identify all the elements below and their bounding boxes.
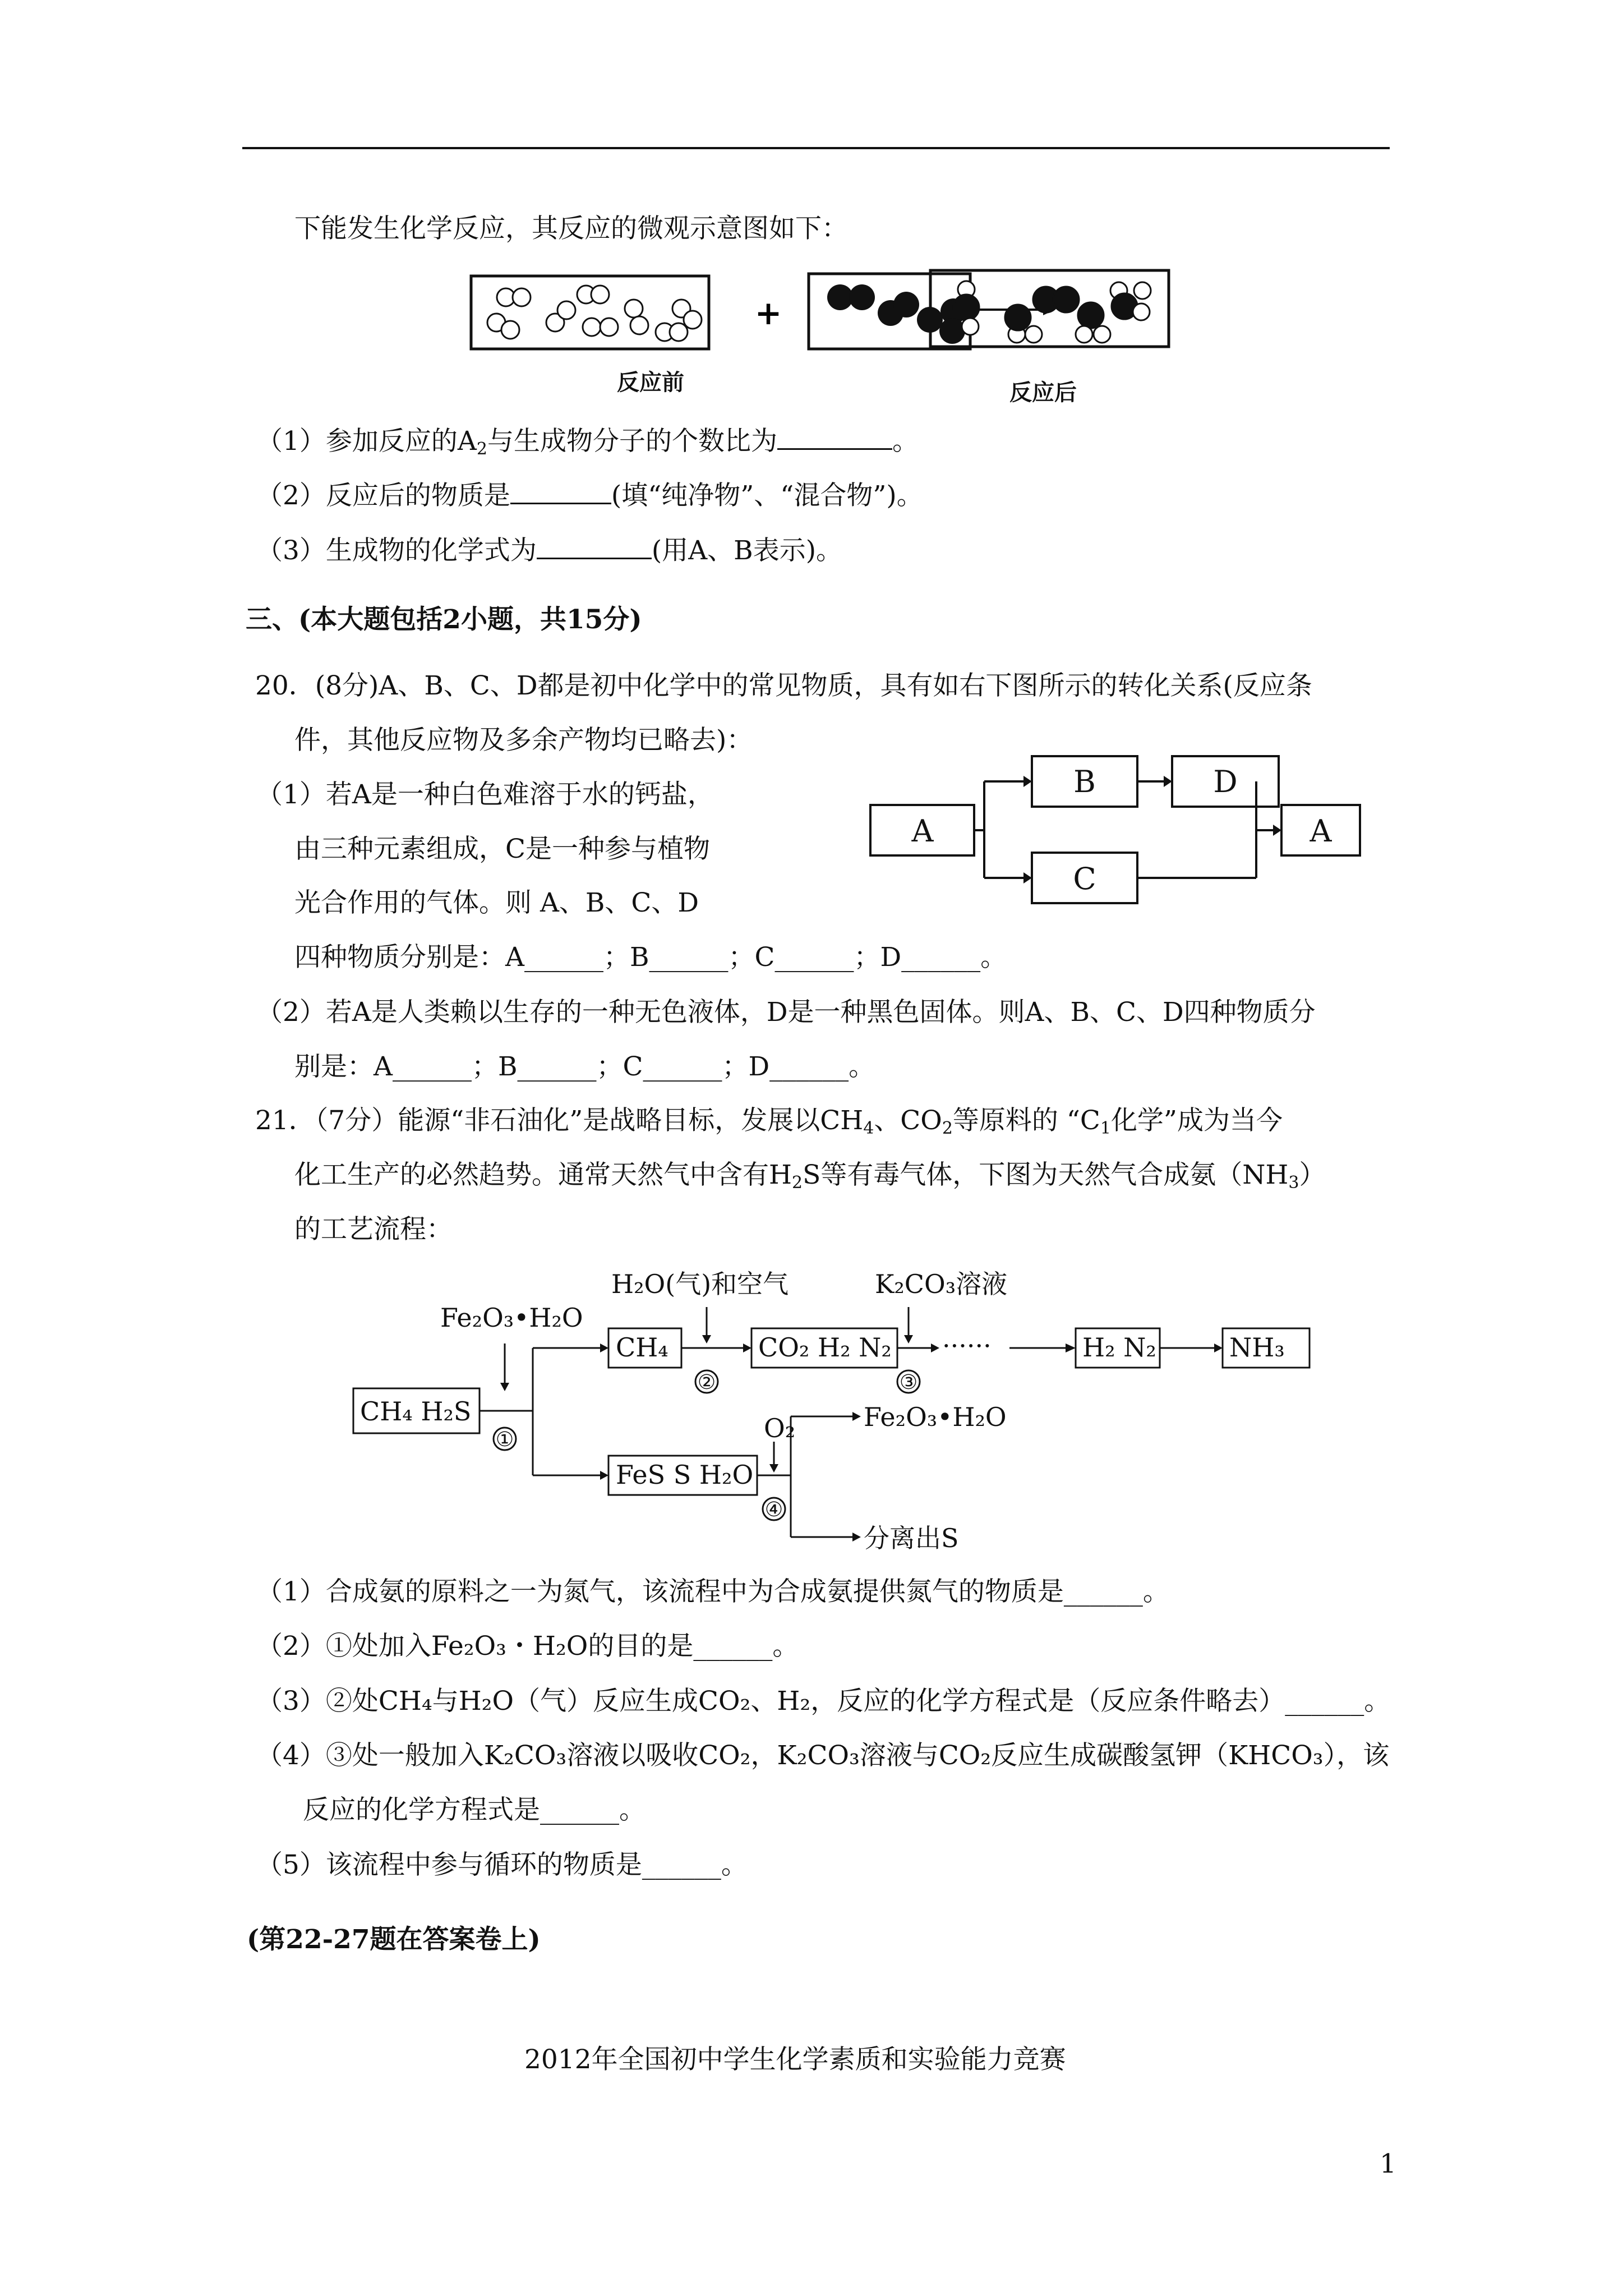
q21-sub2: （2）①处加入Fe₂O₃・H₂O的目的是______。 (256, 1631, 799, 1662)
flow-ch4: CH₄ (616, 1332, 668, 1363)
node-b: B (1073, 764, 1096, 799)
intro-text: 下能发生化学反应，其反应的微观示意图如下： (294, 213, 848, 244)
q20-d-connector (1279, 777, 1290, 788)
flow-mix4: FeS S H₂O (616, 1460, 754, 1490)
flow-mix2: CO₂ H₂ N₂ (758, 1332, 892, 1363)
q20-line1: 20．(8分)A、B、C、D都是初中化学中的常见物质，具有如右下图所示的转化关系(反应条 (255, 670, 1312, 701)
q20-conversion-diagram (869, 740, 1363, 909)
q20-line3: （1）若A是一种白色难溶于水的钙盐， (256, 779, 714, 810)
answer-sheet-note: (第22-27题在答案卷上) (247, 1924, 541, 1955)
flow-reagent3: K₂CO₃溶液 (875, 1269, 1008, 1299)
q20-line8: 别是：A______；B______；C______；D______。 (294, 1051, 875, 1082)
plus-sign: + (754, 294, 782, 332)
q21-line2: 化工生产的必然趋势。通常天然气中含有$H_2S$等有毒气体，下图为天然气合成氨$(NH_3)$ (294, 1159, 1326, 1193)
q19-part2: （2）反应后的物质是 (填“纯净物”、“混合物”)。 (256, 478, 923, 513)
q20-line5: 光合作用的气体。则 A、B、C、D (294, 887, 699, 918)
node-a-right: A (1310, 813, 1332, 849)
label-before: 反应前 (617, 370, 684, 395)
flow-dots: ······ (942, 1331, 992, 1361)
q21-sub5: （5）该流程中参与循环的物质是______。 (256, 1849, 748, 1880)
a2-molecules (487, 286, 702, 341)
label-after: 反应后 (1009, 380, 1077, 406)
q20-line6: 四种物质分别是：A______；B______；C______；D______。 (294, 942, 1007, 973)
flow-nh3: NH₃ (1229, 1332, 1285, 1363)
q21-sub1: （1）合成氨的原料之一为氮气，该流程中为合成氨提供氮气的物质是______。 (256, 1576, 1169, 1607)
q21-sub3: （3）②处CH₄与H₂O（气）反应生成CO₂、H₂，反应的化学方程式是（反应条件略去）______。 (256, 1686, 1391, 1717)
q21-process-flow (348, 1262, 1357, 1571)
flow-reagent2: H₂O(气)和空气 (611, 1269, 789, 1299)
flow-n3: ③ (899, 1371, 918, 1394)
q19-part3: （3）生成物的化学式为 (用A、B表示)。 (256, 533, 842, 568)
flow-out1: Fe₂O₃•H₂O (864, 1402, 1007, 1432)
q21-line1: 21．（7分）能源“非石油化”是战略目标，发展以$CH_4$、$CO_2$等原料的 “$C_1$化学”成为当今 (255, 1105, 1283, 1138)
header-rule (242, 147, 1390, 149)
node-d: D (1213, 764, 1238, 799)
flow-h2n2: H₂ N₂ (1082, 1332, 1156, 1363)
q20-line7: （2）若A是人类赖以生存的一种无色液体，D是一种黑色固体。则A、B、C、D四种物质分 (256, 997, 1316, 1028)
flow-n4: ④ (764, 1498, 783, 1521)
flow-n1: ① (495, 1428, 514, 1451)
node-a-left: A (911, 813, 934, 849)
q21-sub4b: 反应的化学方程式是______。 (303, 1795, 645, 1825)
flow-feed: CH₄ H₂S (360, 1396, 472, 1427)
section-heading: 三、(本大题包括2小题，共15分) (246, 604, 642, 635)
q20-line4: 由三种元素组成，C是一种参与植物 (294, 834, 710, 864)
node-c: C (1073, 861, 1096, 896)
flow-out2: 分离出S (864, 1523, 959, 1553)
flow-o2: O₂ (764, 1413, 796, 1443)
q20-line2: 件，其他反应物及多余产物均已略去)： (294, 725, 753, 756)
flow-n2: ② (697, 1371, 716, 1394)
footer-title: 2012年全国初中学生化学素质和实验能力竞赛 (524, 2044, 1066, 2075)
q21-sub4a: （4）③处一般加入K₂CO₃溶液以吸收CO₂，K₂CO₃溶液与CO₂反应生成碳酸氢钾（KHCO₃），该 (256, 1740, 1390, 1771)
q19-part1: （1）参加反应的$A_2$与生成物分子的个数比为 。 (256, 424, 919, 466)
flow-reagent1: Fe₂O₃•H₂O (440, 1303, 583, 1333)
q21-line3: 的工艺流程： (294, 1214, 453, 1245)
page-number: 1 (1380, 2148, 1396, 2179)
reaction-after-box (928, 268, 1175, 352)
